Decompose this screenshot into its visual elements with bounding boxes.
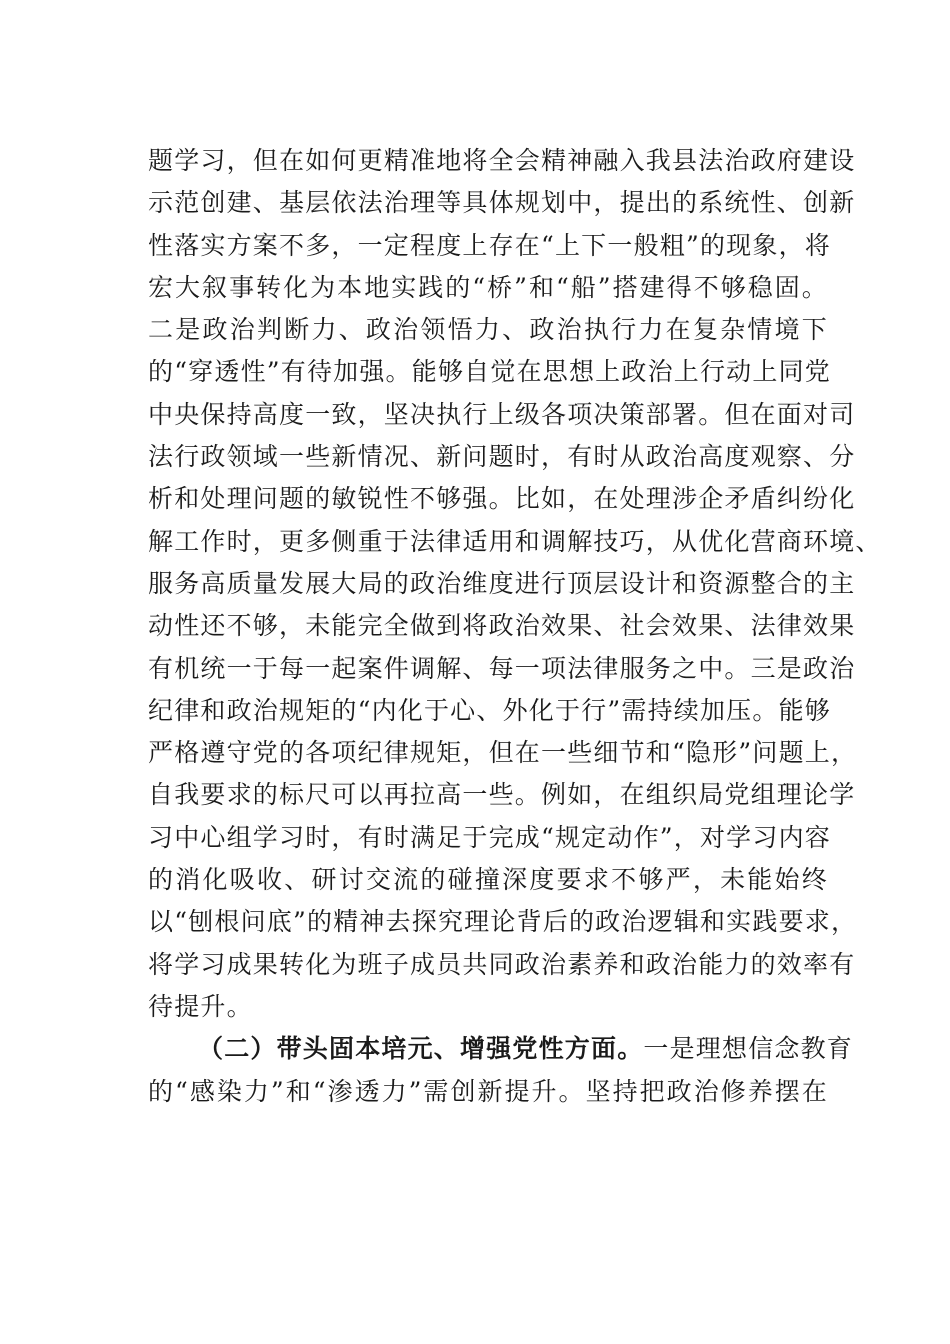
text-line: 服务高质量发展大局的政治维度进行顶层设计和资源整合的主: [148, 568, 856, 598]
text-line: 的消化吸收、研讨交流的碰撞深度要求不够严，未能始终: [148, 865, 828, 895]
text-line: 析和处理问题的敏锐性不够强。比如，在处理涉企矛盾纠纷化: [148, 484, 856, 514]
text-line: 待提升。: [148, 991, 253, 1021]
text-line: 有机统一于每一起案件调解、每一项法律服务之中。三是政治: [148, 653, 856, 683]
text-line: 的“穿透性”有待加强。能够自觉在思想上政治上行动上同党: [148, 357, 831, 387]
section-heading-line: [148, 1028, 854, 1070]
text-line: 习中心组学习时，有时满足于完成“规定动作”，对学习内容: [148, 822, 831, 852]
text-line: 将学习成果转化为班子成员共同政治素养和政治能力的效率有: [148, 949, 856, 979]
section-heading: （二）带头固本培元、增强党性方面。: [198, 1034, 644, 1064]
text-line: 的“感染力”和“渗透力”需创新提升。坚持把政治修养摆在: [148, 1076, 828, 1106]
text-line: 以“刨根问底”的精神去探究理论背后的政治逻辑和实践要求，: [148, 907, 858, 937]
text-line: 自我要求的标尺可以再拉高一些。例如，在组织局党组理论学: [148, 780, 856, 810]
text-line: 动性还不够，未能完全做到将政治效果、社会效果、法律效果: [148, 611, 856, 641]
text-line: 严格遵守党的各项纪律规矩，但在一些细节和“隐形”问题上，: [148, 738, 858, 768]
text-line: 示范创建、基层依法治理等具体规划中，提出的系统性、创新: [148, 188, 856, 218]
text-line: 宏大叙事转化为本地实践的“桥”和“船”搭建得不够稳固。: [148, 272, 828, 302]
text-line: 法行政领域一些新情况、新问题时，有时从政治高度观察、分: [148, 442, 856, 472]
body-text: [148, 140, 882, 1113]
section-heading-rest: 一是理想信念教育: [643, 1034, 854, 1064]
text-line: 性落实方案不多，一定程度上存在“上下一般粗”的现象，将: [148, 230, 831, 260]
text-line: 题学习，但在如何更精准地将全会精神融入我县法治政府建设: [148, 146, 856, 175]
text-line: 解工作时，更多侧重于法律适用和调解技巧，从优化营商环境、: [148, 526, 882, 556]
text-line: 中央保持高度一致，坚决执行上级各项决策部署。但在面对司: [148, 399, 856, 429]
text-line: 二是政治判断力、政治领悟力、政治执行力在复杂情境下: [148, 315, 828, 345]
text-line: 纪律和政治规矩的“内化于心、外化于行”需持续加压。能够: [148, 695, 831, 725]
